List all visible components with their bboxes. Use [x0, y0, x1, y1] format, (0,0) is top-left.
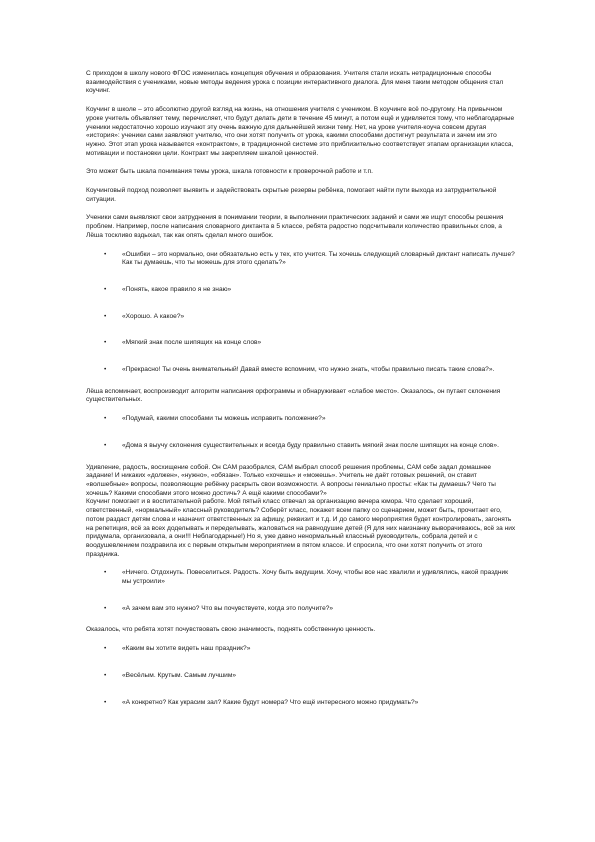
bullet-icon: •: [104, 441, 107, 449]
list-item: • «Прекрасно! Ты очень внимательный! Давай вместе вспомним, что нужно знать, чтобы правильно писать такие слова?».: [104, 366, 495, 374]
list-item: • «Каким вы хотите видеть наш праздник?»: [104, 645, 251, 653]
list-item: • «Ошибки – это нормально, они обязательно есть у тех, кто учится. Ты хочешь следующий словарный диктант написать лучше? Как ты думаешь, что ты можешь для этого сделать?»: [104, 250, 515, 267]
bullet-icon: •: [104, 671, 107, 679]
dialogue-list-1: [86, 251, 516, 375]
bullet-icon: •: [104, 698, 107, 706]
list-item: • «А зачем вам это нужно? Что вы почувствуете, когда это получите?»: [104, 604, 334, 612]
list-item: • «Хорошо. А какое?»: [104, 312, 185, 320]
paragraph-upbringing: Коучинг помогает и в воспитательной работе. Мой пятый класс отвечал за организацию вечера юмора. Что сделает хороший, ответственный, «нормальный» классный руководитель? Соберёт класс, покажет всем папку со сценарием, может быть, прочитает его, потом раздаст детям слова и назначит ответственных за афишу, реквизит и т.д. И до самого мероприятия будет контролировать, загонять на репетиция, всё за всех доделывать и переделывать, жаловаться на равнодушие детей (Я для них наизнанку выворачиваюсь, всё за них придумала, организовала, а они!!! Неблагодарные!) Но я, уже давно ненормальный классный руководитель, собрала детей и с воодушевлением поздравила их с первым открытым мероприятием в пятом классе. И спросила, что они хотят получить от этого праздника.: [86, 498, 516, 558]
paragraph-scale: Это может быть шкала понимания темы урока, шкала готовности к проверочной работе и т.п.: [86, 168, 373, 176]
paragraph-significance: Оказалось, что ребята хотят почувствовать свою значимость, поднять собственную ценность.: [86, 626, 376, 634]
paragraph-self-discovery: Удивление, радость, восхищение собой. Он САМ разобрался, САМ выбрал способ решения проблемы, САМ себе задал домашнее задание! И никаких «должен», «нужно», «обязан». Только «хочешь» и «можешь». Учитель не даёт готовых решений, он ставит «волшебные» вопросы, позволяющие ребёнку раскрыть свои возможности. А вопросы гениально просты: «Как ты думаешь? Чего ты хочешь? Какими способами этого можно достичь? А ещё какими способами?»: [86, 463, 496, 497]
bullet-icon: •: [104, 366, 107, 374]
list-item: • «Весёлым. Крутым. Самым лучшим»: [104, 671, 237, 679]
list-item: • «Подумай, какими способами ты можешь исправить положение?»: [104, 415, 326, 423]
dialogue-list-2: [86, 415, 516, 450]
bullet-icon: •: [104, 569, 107, 577]
bullet-icon: •: [104, 285, 107, 293]
list-item: • «Дома я выучу склонения существительных и всегда буду правильно ставить мягкий знак после шипящих на конце слов».: [104, 441, 499, 449]
dialogue-list-4: [86, 645, 516, 707]
bullet-icon: •: [104, 645, 107, 653]
bullet-icon: •: [104, 250, 107, 258]
document-body: [86, 70, 516, 720]
dialogue-list-3: [86, 569, 516, 613]
list-item: • «А конкретно? Как украсим зал? Какие будут номера? Что ещё интересного можно придумать?»: [104, 698, 419, 706]
paragraph-approach: Коучинговый подход позволяет выявить и задействовать скрытые резервы ребёнка, помогает найти пути выхода из затруднительной ситуации.: [86, 187, 497, 203]
paragraph-intro: С приходом в школу нового ФГОС изменилась концепция обучения и образования. Учителя стали искать нетрадиционные способы взаимодействия с учениками, новые методы ведения урока с позиции интерактивного диалога. Для меня таким методом общения стал коучинг.: [86, 70, 504, 95]
bullet-icon: •: [104, 312, 107, 320]
list-item: • «Мягкий знак после шипящих на конце слов»: [104, 339, 262, 347]
list-item: • «Понять, какое правило я не знаю»: [104, 285, 232, 293]
list-item: • «Ничего. Отдохнуть. Повеселиться. Радость. Хочу быть ведущим. Хочу, чтобы все нас хвалили и удивлялись, какой праздник мы устроили»: [104, 569, 509, 586]
bullet-icon: •: [104, 339, 107, 347]
paragraph-algorithm: Лёша вспоминает, воспроизводит алгоритм написания орфограммы и обнаруживает «слабое место». Оказалось, он путает склонения существительных.: [86, 387, 501, 404]
paragraph-dictation-example: Ученики сами выявляют свои затруднения в понимании теории, в выполнении практических заданий и сами же ищут способы решения проблем. Например, после написания словарного диктанта в 5 классе, ребята радостно подсчитывали количество правильных слов, а Лёша тоскливо вздыхал, так как опять сделал много ошибок.: [86, 214, 504, 239]
bullet-icon: •: [104, 415, 107, 423]
bullet-icon: •: [104, 604, 107, 612]
paragraph-coaching-definition: Коучинг в школе – это абсолютно другой взгляд на жизнь, на отношения учителя с учеником. В коучинге всё по-другому. На привычном уроке учитель объявляет тему, перечисляет, что будут делать дети в течение 45 минут, а потом ещё и удивляется тому, что неблагодарные ученики недостаточно хорошо изучают эту очень важную для дальнейшей жизни тему. Нет, на уроке учителя-коуча совсем другая «история»: ученики сами заявляют учителю, что они хотят получить от урока, какими способами достигнут результата и зачем им это нужно. Этот этап урока называется «контрактом», в традиционной системе это приблизительно соответствует этапам организации класса, мотивации и постановки цели. Контракт мы закрепляем шкалой ценностей.: [86, 106, 515, 157]
